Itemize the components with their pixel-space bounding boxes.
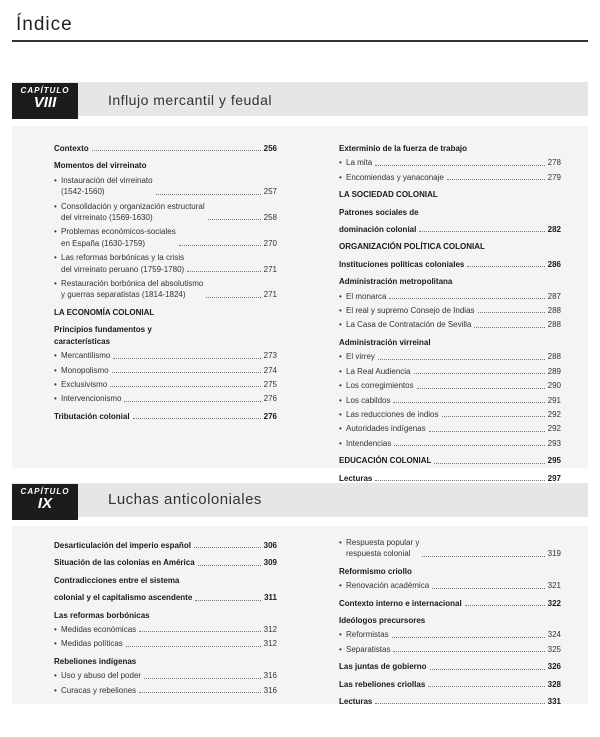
dot-leader <box>206 297 260 298</box>
toc-entry <box>339 291 561 302</box>
toc-page-number: 291 <box>547 395 561 405</box>
toc-page-number: 326 <box>547 662 561 672</box>
toc-entry <box>54 670 277 681</box>
dot-leader <box>478 312 545 313</box>
toc-entry-title: • Renovación académica <box>346 581 430 591</box>
dot-leader <box>92 150 261 151</box>
toc-entry <box>339 629 561 640</box>
toc-entry <box>339 644 561 655</box>
toc-entry-title: • Respuesta popular y respuesta colonial <box>346 538 420 559</box>
toc-entry <box>339 380 561 391</box>
toc-entry-title: Instituciones políticas coloniales <box>339 259 465 269</box>
toc-page-number: 322 <box>547 598 561 608</box>
toc-page-number: 275 <box>263 379 277 389</box>
toc-entry-title: • La Real Audiencia <box>346 366 411 376</box>
toc-entry-title: colonial y el capitalismo ascendente <box>54 593 193 603</box>
toc-entry <box>339 157 561 168</box>
toc-entry-title: • Las reducciones de indios <box>346 409 439 419</box>
toc-entry <box>339 423 561 434</box>
toc-entry <box>339 305 561 316</box>
toc-entry <box>54 638 277 649</box>
toc-entry <box>54 624 277 635</box>
toc-entry-title: • La mita <box>346 158 373 168</box>
dot-leader <box>467 266 544 267</box>
toc-column-right <box>339 534 561 707</box>
dot-leader <box>430 669 545 670</box>
toc-entry <box>339 537 561 560</box>
toc-entry-title: • Mercantilismo <box>61 351 111 361</box>
dot-leader <box>195 600 261 601</box>
toc-entry-title: Contexto <box>54 144 89 153</box>
toc-entry <box>54 252 277 275</box>
toc-entry-title: • Reformistas <box>346 630 389 640</box>
toc-page-number: 309 <box>263 558 277 568</box>
toc-page-number: 288 <box>547 320 561 330</box>
toc-section-heading: LA ECONOMÍA COLONIAL <box>54 307 155 317</box>
toc-entry <box>54 685 277 696</box>
toc-page-number: 278 <box>547 158 561 168</box>
toc-entry-title: • Medidas económicas <box>61 625 137 635</box>
toc-page-number: 331 <box>547 697 561 707</box>
toc-entry <box>339 409 561 420</box>
toc-page-number: 271 <box>263 290 277 300</box>
toc-section-heading: Contradicciones entre el sistema <box>54 575 180 585</box>
chapter-label: CAPÍTULO <box>20 487 70 496</box>
toc-section-heading: Administración metropolitana <box>339 277 453 287</box>
toc-entry-title: • Monopolismo <box>61 365 109 375</box>
toc-entry <box>339 172 561 183</box>
toc-section-heading: ORGANIZACIÓN POLÍTICA COLONIAL <box>339 242 485 252</box>
dot-leader <box>465 605 545 606</box>
toc-entry <box>339 395 561 406</box>
toc-entry <box>339 679 561 690</box>
toc-section-heading: Reformismo criollo <box>339 566 412 576</box>
toc-entry-title: • Problemas económicos-sociales en España (1630-1759) <box>61 227 176 248</box>
toc-page-number: 312 <box>263 625 277 635</box>
dot-leader <box>394 445 544 446</box>
toc-section-heading: Exterminio de la fuerza de trabajo <box>339 144 468 153</box>
toc-entry <box>339 319 561 330</box>
toc-page-number: 288 <box>547 306 561 316</box>
chapter-label: CAPÍTULO <box>20 86 70 95</box>
toc-column-left <box>54 137 277 422</box>
toc-entry-title: • El virrey <box>346 352 375 362</box>
toc-page-number: 282 <box>547 225 561 235</box>
toc-entry-title: Lecturas <box>339 473 373 483</box>
toc-page-number: 324 <box>547 630 561 640</box>
toc-page-number: 271 <box>263 264 277 274</box>
toc-page-number: 328 <box>547 679 561 689</box>
dot-leader <box>393 402 544 403</box>
toc-entry <box>339 259 561 270</box>
toc-page-number: 288 <box>547 352 561 362</box>
toc-entry <box>54 379 277 390</box>
toc-entry-title: • Los corregimientos <box>346 381 414 391</box>
dot-leader <box>393 651 544 652</box>
dot-leader <box>133 418 261 419</box>
dot-leader <box>110 386 260 387</box>
toc-section-heading: Momentos del virreinato <box>54 161 147 171</box>
toc-page-number: 292 <box>547 424 561 434</box>
toc-entry <box>339 696 561 707</box>
toc-entry <box>339 438 561 449</box>
toc-entry-title: Desarticulación del imperio español <box>54 541 191 550</box>
toc-column-left <box>54 534 277 696</box>
dot-leader <box>194 547 261 548</box>
toc-section-heading: Rebeliones indígenas <box>54 656 137 666</box>
toc-section-heading: Patrones sociales de <box>339 207 419 217</box>
toc-page-number: 258 <box>263 213 277 223</box>
toc-page-number: 286 <box>547 259 561 269</box>
toc-entry-title: • Curacas y rebeliones <box>61 685 137 695</box>
dot-leader <box>187 271 260 272</box>
toc-page-number: 257 <box>263 187 277 197</box>
chapter-badge <box>12 484 78 520</box>
toc-page-number: 270 <box>263 238 277 248</box>
dot-leader <box>139 692 260 693</box>
toc-entry-title: Lecturas <box>339 697 373 707</box>
toc-entry-title: Situación de las colonias en América <box>54 558 195 568</box>
dot-leader <box>375 480 544 481</box>
toc-page-number: 311 <box>264 593 277 603</box>
toc-page-number: 306 <box>263 541 277 550</box>
toc-page-number: 289 <box>547 366 561 376</box>
toc-entry-title: • Medidas políticas <box>61 639 123 649</box>
toc-page-number: 293 <box>547 438 561 448</box>
toc-page-number: 276 <box>263 394 277 404</box>
dot-leader <box>113 358 260 359</box>
toc-entry <box>54 393 277 404</box>
dot-leader <box>156 194 261 195</box>
toc-entry-title: • Autoridades indígenas <box>346 424 426 434</box>
dot-leader <box>375 165 544 166</box>
chapter-number: VIII <box>33 94 57 111</box>
toc-entry <box>54 143 277 154</box>
toc-entry <box>339 224 561 235</box>
dot-leader <box>474 327 544 328</box>
dot-leader <box>419 231 544 232</box>
toc-entry-title: Las rebeliones criollas <box>339 679 426 689</box>
toc-entry-title: • Restauración borbónica del absolutismo y guerras separatistas (1814-1824) <box>61 279 204 300</box>
toc-entry <box>54 592 277 603</box>
title-divider <box>12 40 588 42</box>
toc-entry <box>54 540 277 551</box>
toc-page-number: 321 <box>547 581 561 591</box>
dot-leader <box>375 703 544 704</box>
toc-page-number: 319 <box>547 549 561 559</box>
dot-leader <box>139 631 260 632</box>
toc-entry <box>339 366 561 377</box>
toc-entry <box>339 598 561 609</box>
chapter-title: Luchas anticoloniales <box>108 491 262 508</box>
toc-page-number: 316 <box>263 685 277 695</box>
chapter-number: IX <box>37 495 53 512</box>
toc-page-number: 290 <box>547 381 561 391</box>
toc-page-number: 316 <box>263 671 277 681</box>
dot-leader <box>414 373 545 374</box>
toc-page-number: 297 <box>547 473 561 483</box>
toc-entry-title: • Encomiendas y yanaconaje <box>346 172 444 182</box>
toc-section-heading: LA SOCIEDAD COLONIAL <box>339 190 438 200</box>
dot-leader <box>417 388 545 389</box>
toc-page-number: 279 <box>547 172 561 182</box>
toc-page-number: 287 <box>547 291 561 301</box>
toc-entry-title: • La Casa de Contratación de Sevilla <box>346 320 472 330</box>
toc-column-right <box>339 137 561 484</box>
toc-entry-title: • Los cabildos <box>346 395 391 405</box>
dot-leader <box>422 556 544 557</box>
dot-leader <box>429 431 545 432</box>
toc-entry-title: • Consolidación y organización estructural del virreinato (1569-1630) <box>61 201 205 223</box>
chapter-header-band <box>12 82 588 116</box>
toc-entry <box>54 411 277 422</box>
dot-leader <box>442 416 545 417</box>
toc-entry <box>339 661 561 672</box>
toc-entry <box>339 580 561 591</box>
toc-section-heading: Principios fundamentos y características <box>54 325 152 346</box>
toc-section-heading: Administración virreinal <box>339 337 431 347</box>
toc-entry-title: • Intendencias <box>346 438 392 448</box>
dot-leader <box>432 588 544 589</box>
toc-entry <box>339 351 561 362</box>
toc-entry <box>54 278 277 301</box>
toc-entry-title: • Uso y abuso del poder <box>61 671 142 681</box>
toc-page-number: 273 <box>263 351 277 361</box>
toc-entry-title: • Las reformas borbónicas y la crisis del virreinato peruano (1759-1780) <box>61 253 185 274</box>
dot-leader <box>124 401 260 402</box>
dot-leader <box>389 298 544 299</box>
chapter-header-band <box>12 483 588 517</box>
dot-leader <box>447 179 545 180</box>
toc-page-number: 276 <box>263 411 277 421</box>
dot-leader <box>208 219 261 220</box>
dot-leader <box>198 565 261 566</box>
chapter-badge <box>12 83 78 119</box>
dot-leader <box>126 646 261 647</box>
toc-section-heading: Ideólogos precursores <box>339 616 426 626</box>
toc-entry <box>54 557 277 568</box>
dot-leader <box>434 463 544 464</box>
toc-entry <box>54 350 277 361</box>
toc-entry <box>54 201 277 224</box>
page-title: Índice <box>16 14 73 35</box>
toc-entry <box>54 175 277 198</box>
toc-entry <box>54 365 277 376</box>
toc-page-number: 312 <box>263 639 277 649</box>
toc-page-number: 325 <box>547 644 561 654</box>
toc-entry-title: Tributación colonial <box>54 411 130 421</box>
toc-page-number: 292 <box>547 409 561 419</box>
toc-page-number: 256 <box>263 144 277 153</box>
toc-entry-title: • El monarca <box>346 291 387 301</box>
toc-entry-title: Contexto interno e internacional <box>339 598 462 608</box>
toc-page-number: 274 <box>263 365 277 375</box>
toc-entry-title: • El real y supremo Consejo de Indias <box>346 306 475 316</box>
dot-leader <box>378 359 545 360</box>
dot-leader <box>144 678 261 679</box>
toc-entry-title: • Exclusivismo <box>61 379 108 389</box>
toc-section-heading: Las reformas borbónicas <box>54 610 150 620</box>
dot-leader <box>112 372 261 373</box>
dot-leader <box>179 245 261 246</box>
toc-section-heading <box>339 455 561 466</box>
dot-leader <box>428 686 544 687</box>
chapter-title: Influjo mercantil y feudal <box>108 92 272 108</box>
toc-entry-title: Las juntas de gobierno <box>339 662 427 672</box>
toc-entry-title: EDUCACIÓN COLONIAL <box>339 456 432 466</box>
toc-entry-title: • Instauración del virreinato (1542-1560) <box>61 175 153 197</box>
dot-leader <box>392 637 545 638</box>
toc-entry-title: • Intervencionismo <box>61 394 122 404</box>
toc-entry-title: dominación colonial <box>339 225 417 235</box>
toc-entry <box>54 226 277 249</box>
toc-entry-title: • Separatistas <box>346 644 391 654</box>
toc-page-number: 295 <box>547 456 561 466</box>
